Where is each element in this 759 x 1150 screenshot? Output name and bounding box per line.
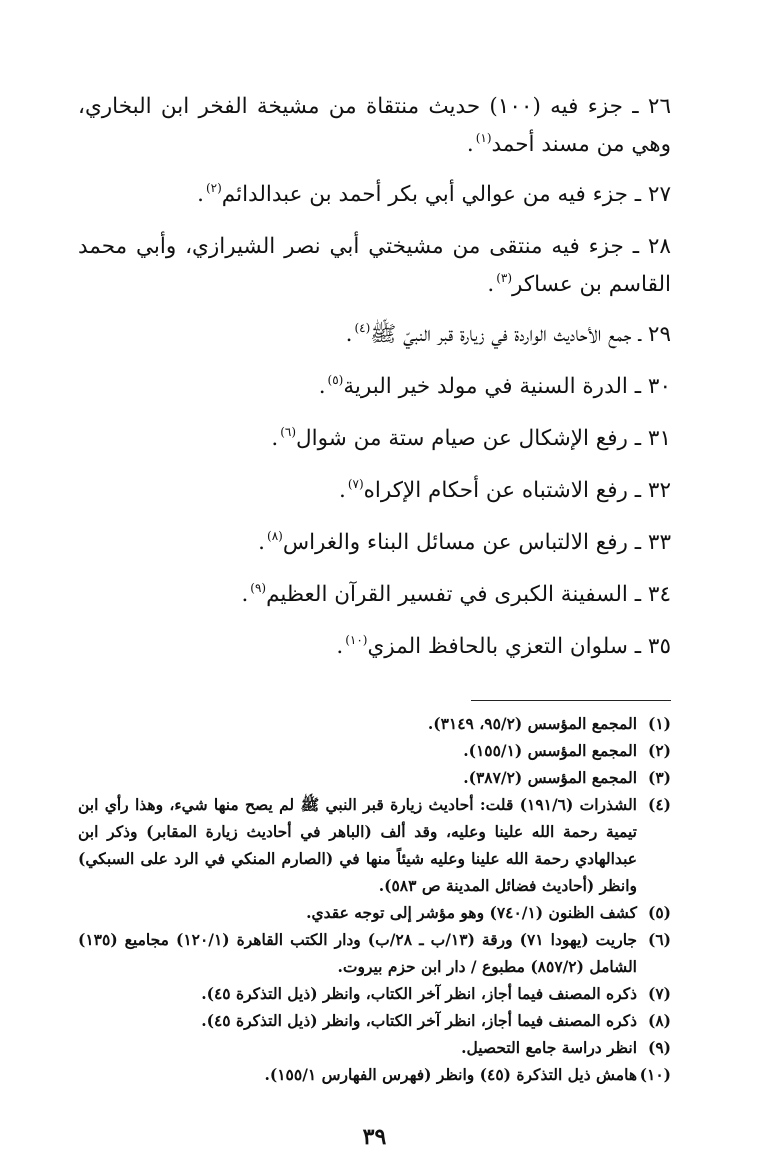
list-item: ٣٢ ـ رفع الاشتباه عن أحكام الإكراه$^{(٧)}$. [338, 477, 671, 503]
footnote-ref[interactable]: (١) [475, 131, 492, 145]
footnote-number: (٤) [647, 795, 671, 814]
footnote-item [78, 899, 671, 926]
footnote-ref[interactable]: (٥) [327, 373, 344, 387]
footnote-ref[interactable]: (٢) [205, 181, 222, 195]
entry-number: ٣٣ [647, 530, 671, 555]
footnote-number: (٥) [647, 903, 671, 922]
footnote-ref[interactable]: (٤) [354, 321, 371, 335]
list-item: ٣٥ ـ سلوان التعزي بالحافظ المزي$^{(١٠)}$. [336, 633, 671, 659]
footnote-text: المجمع المؤسس (٣٨٧/٢). [463, 768, 637, 787]
footnote-divider [471, 700, 671, 701]
footnote-number: (٨) [647, 1011, 671, 1030]
list-item: ٣١ ـ رفع الإشكال عن صيام ستة من شوال$^{(٦)}$. [271, 425, 671, 451]
footnote-text: جاريت (يهودا ٧١) ورقة (١٣/ب ـ ٢٨/ب) ودار الكتب القاهرة (١٢٠/١) مجاميع (١٣٥) الشامل (٨٥٧/٢) مطبوع / دار ابن حزم بيروت. [78, 930, 637, 976]
entry-dash: ـ [638, 322, 642, 347]
footnote-ref[interactable]: (٨) [267, 529, 283, 543]
footnote-ref[interactable]: (٧) [347, 477, 364, 491]
footnote-text: هامش ذيل التذكرة (٤٥) وانظر (فهرس الفهارس ١٥٥/١). [264, 1065, 637, 1084]
footnote-number: (٣) [647, 768, 671, 787]
footnote-number: (٢) [647, 741, 671, 760]
entry-number: ٣٥ [647, 634, 671, 659]
entry-text: سلوان التعزي بالحافظ المزي [367, 634, 628, 659]
footnote-item [78, 980, 671, 1007]
entry-text: السفينة الكبرى في تفسير القرآن العظيم [266, 582, 628, 607]
footnote-text: ذكره المصنف فيما أجاز، انظر آخر الكتاب، وانظر (ذيل التذكرة ٤٥). [201, 1011, 637, 1030]
entry-text: جمع الأحاديث الواردة في زيارة قبر النبيّ ﷺ [370, 322, 632, 347]
entry-dash: ـ [634, 634, 642, 659]
footnote-text: المجمع المؤسس (٩٥/٢، ٣١٤٩). [427, 714, 637, 733]
footnote-item [78, 764, 671, 791]
footnote-item [78, 737, 671, 764]
footnote-item [78, 710, 671, 737]
entry-number: ٣٢ [647, 478, 671, 503]
footnote-item [78, 1034, 671, 1061]
entry-text: جزء فيه منتقى من مشيختي أبي نصر الشيرازي، وأبي محمد القاسم بن عساكر [78, 234, 671, 297]
entry-number: ٢٧ [647, 182, 671, 207]
entry-text: جزء فيه (١٠٠) حديث منتقاة من مشيخة الفخر ابن البخاري، وهي من مسند أحمد [78, 94, 671, 157]
footnote-number: (٦) [647, 930, 671, 949]
entry-number: ٣٠ [647, 374, 671, 399]
footnote-ref[interactable]: (٩) [250, 581, 267, 595]
entry-dash: ـ [634, 182, 642, 207]
footnotes-list [78, 710, 671, 1088]
list-item: ٢٦ ـ جزء فيه (١٠٠) حديث منتقاة من مشيخة الفخر ابن البخاري، وهي من مسند أحمد$^{(١)}$. [78, 94, 671, 157]
entry-number: ٣٤ [647, 582, 671, 607]
list-item: ٣٣ ـ رفع الالتباس عن مسائل البناء والغراس$^{(٨)}$. [258, 529, 671, 555]
entry-text: رفع الإشكال عن صيام ستة من شوال [296, 426, 628, 451]
footnote-ref[interactable]: (١٠) [345, 633, 368, 647]
footnote-number: (١٠) [639, 1065, 671, 1084]
entry-text: جزء فيه من عوالي أبي بكر أحمد بن عبدالدائم [221, 182, 628, 207]
footnote-ref[interactable]: (٦) [280, 425, 297, 439]
entry-dash: ـ [634, 530, 642, 555]
footnote-item [78, 1007, 671, 1034]
list-item: ٢٨ ـ جزء فيه منتقى من مشيختي أبي نصر الشيرازي، وأبي محمد القاسم بن عساكر$^{(٣)}$. [78, 234, 671, 297]
entry-number: ٣١ [647, 426, 671, 451]
footnote-number: (٩) [647, 1038, 671, 1057]
footnote-text: كشف الظنون (٧٤٠/١) وهو مؤشر إلى توجه عقدي. [306, 903, 637, 922]
entry-number: ٢٨ [647, 234, 671, 259]
footnote-number: (٧) [647, 984, 671, 1003]
entry-dash: ـ [634, 478, 642, 503]
entry-dash: ـ [634, 374, 642, 399]
list-item: ٢٩ ـ جمع الأحاديث الواردة في زيارة قبر النبيّ ﷺ$^{(٤)}$. [345, 321, 671, 347]
works-list [78, 88, 671, 666]
footnote-text: ذكره المصنف فيما أجاز، انظر آخر الكتاب، وانظر (ذيل التذكرة ٤٥). [201, 984, 637, 1003]
page-number: ٣٩ [362, 1124, 387, 1150]
entry-text: رفع الالتباس عن مسائل البناء والغراس [282, 530, 628, 555]
book-page [78, 88, 671, 1150]
list-item: ٣٠ ـ الدرة السنية في مولد خير البرية$^{(٥)}$. [318, 373, 671, 399]
list-item: ٣٤ ـ السفينة الكبرى في تفسير القرآن العظيم$^{(٩)}$. [241, 581, 671, 607]
footnote-item [78, 926, 671, 980]
footnote-number: (١) [647, 714, 671, 733]
footnote-ref[interactable]: (٣) [496, 271, 513, 285]
entry-number: ٢٩ [647, 322, 671, 347]
entry-dash: ـ [632, 94, 639, 119]
list-item: ٢٧ ـ جزء فيه من عوالي أبي بكر أحمد بن عبدالدائم$^{(٢)}$. [197, 181, 671, 207]
entry-dash: ـ [632, 234, 640, 259]
footnote-item [78, 1061, 671, 1088]
footnote-item [78, 791, 671, 899]
footnote-text: المجمع المؤسس (١٥٥/١). [463, 741, 637, 760]
footnote-text: انظر دراسة جامع التحصيل. [461, 1038, 637, 1057]
entry-text: رفع الاشتباه عن أحكام الإكراه [363, 478, 628, 503]
entry-text: الدرة السنية في مولد خير البرية [343, 374, 628, 399]
entry-dash: ـ [634, 582, 642, 607]
footnote-text: الشذرات (١٩١/٦) قلت: أحاديث زيارة قبر النبي ﷺ لم يصح منها شيء، وهذا رأي ابن تيمية رحمة الله علينا وعليه، وقد ألف (الباهر في أحاديث زيارة المقابر) وذكر ابن عبدالهادي رحمة الله علينا وعليه شيئاً منها في (الصارم المنكي في الرد على السبكي) وانظر (أحاديث فضائل المدينة ص ٥٨٣). [78, 795, 637, 895]
entry-dash: ـ [634, 426, 642, 451]
entry-number: ٢٦ [647, 94, 671, 119]
